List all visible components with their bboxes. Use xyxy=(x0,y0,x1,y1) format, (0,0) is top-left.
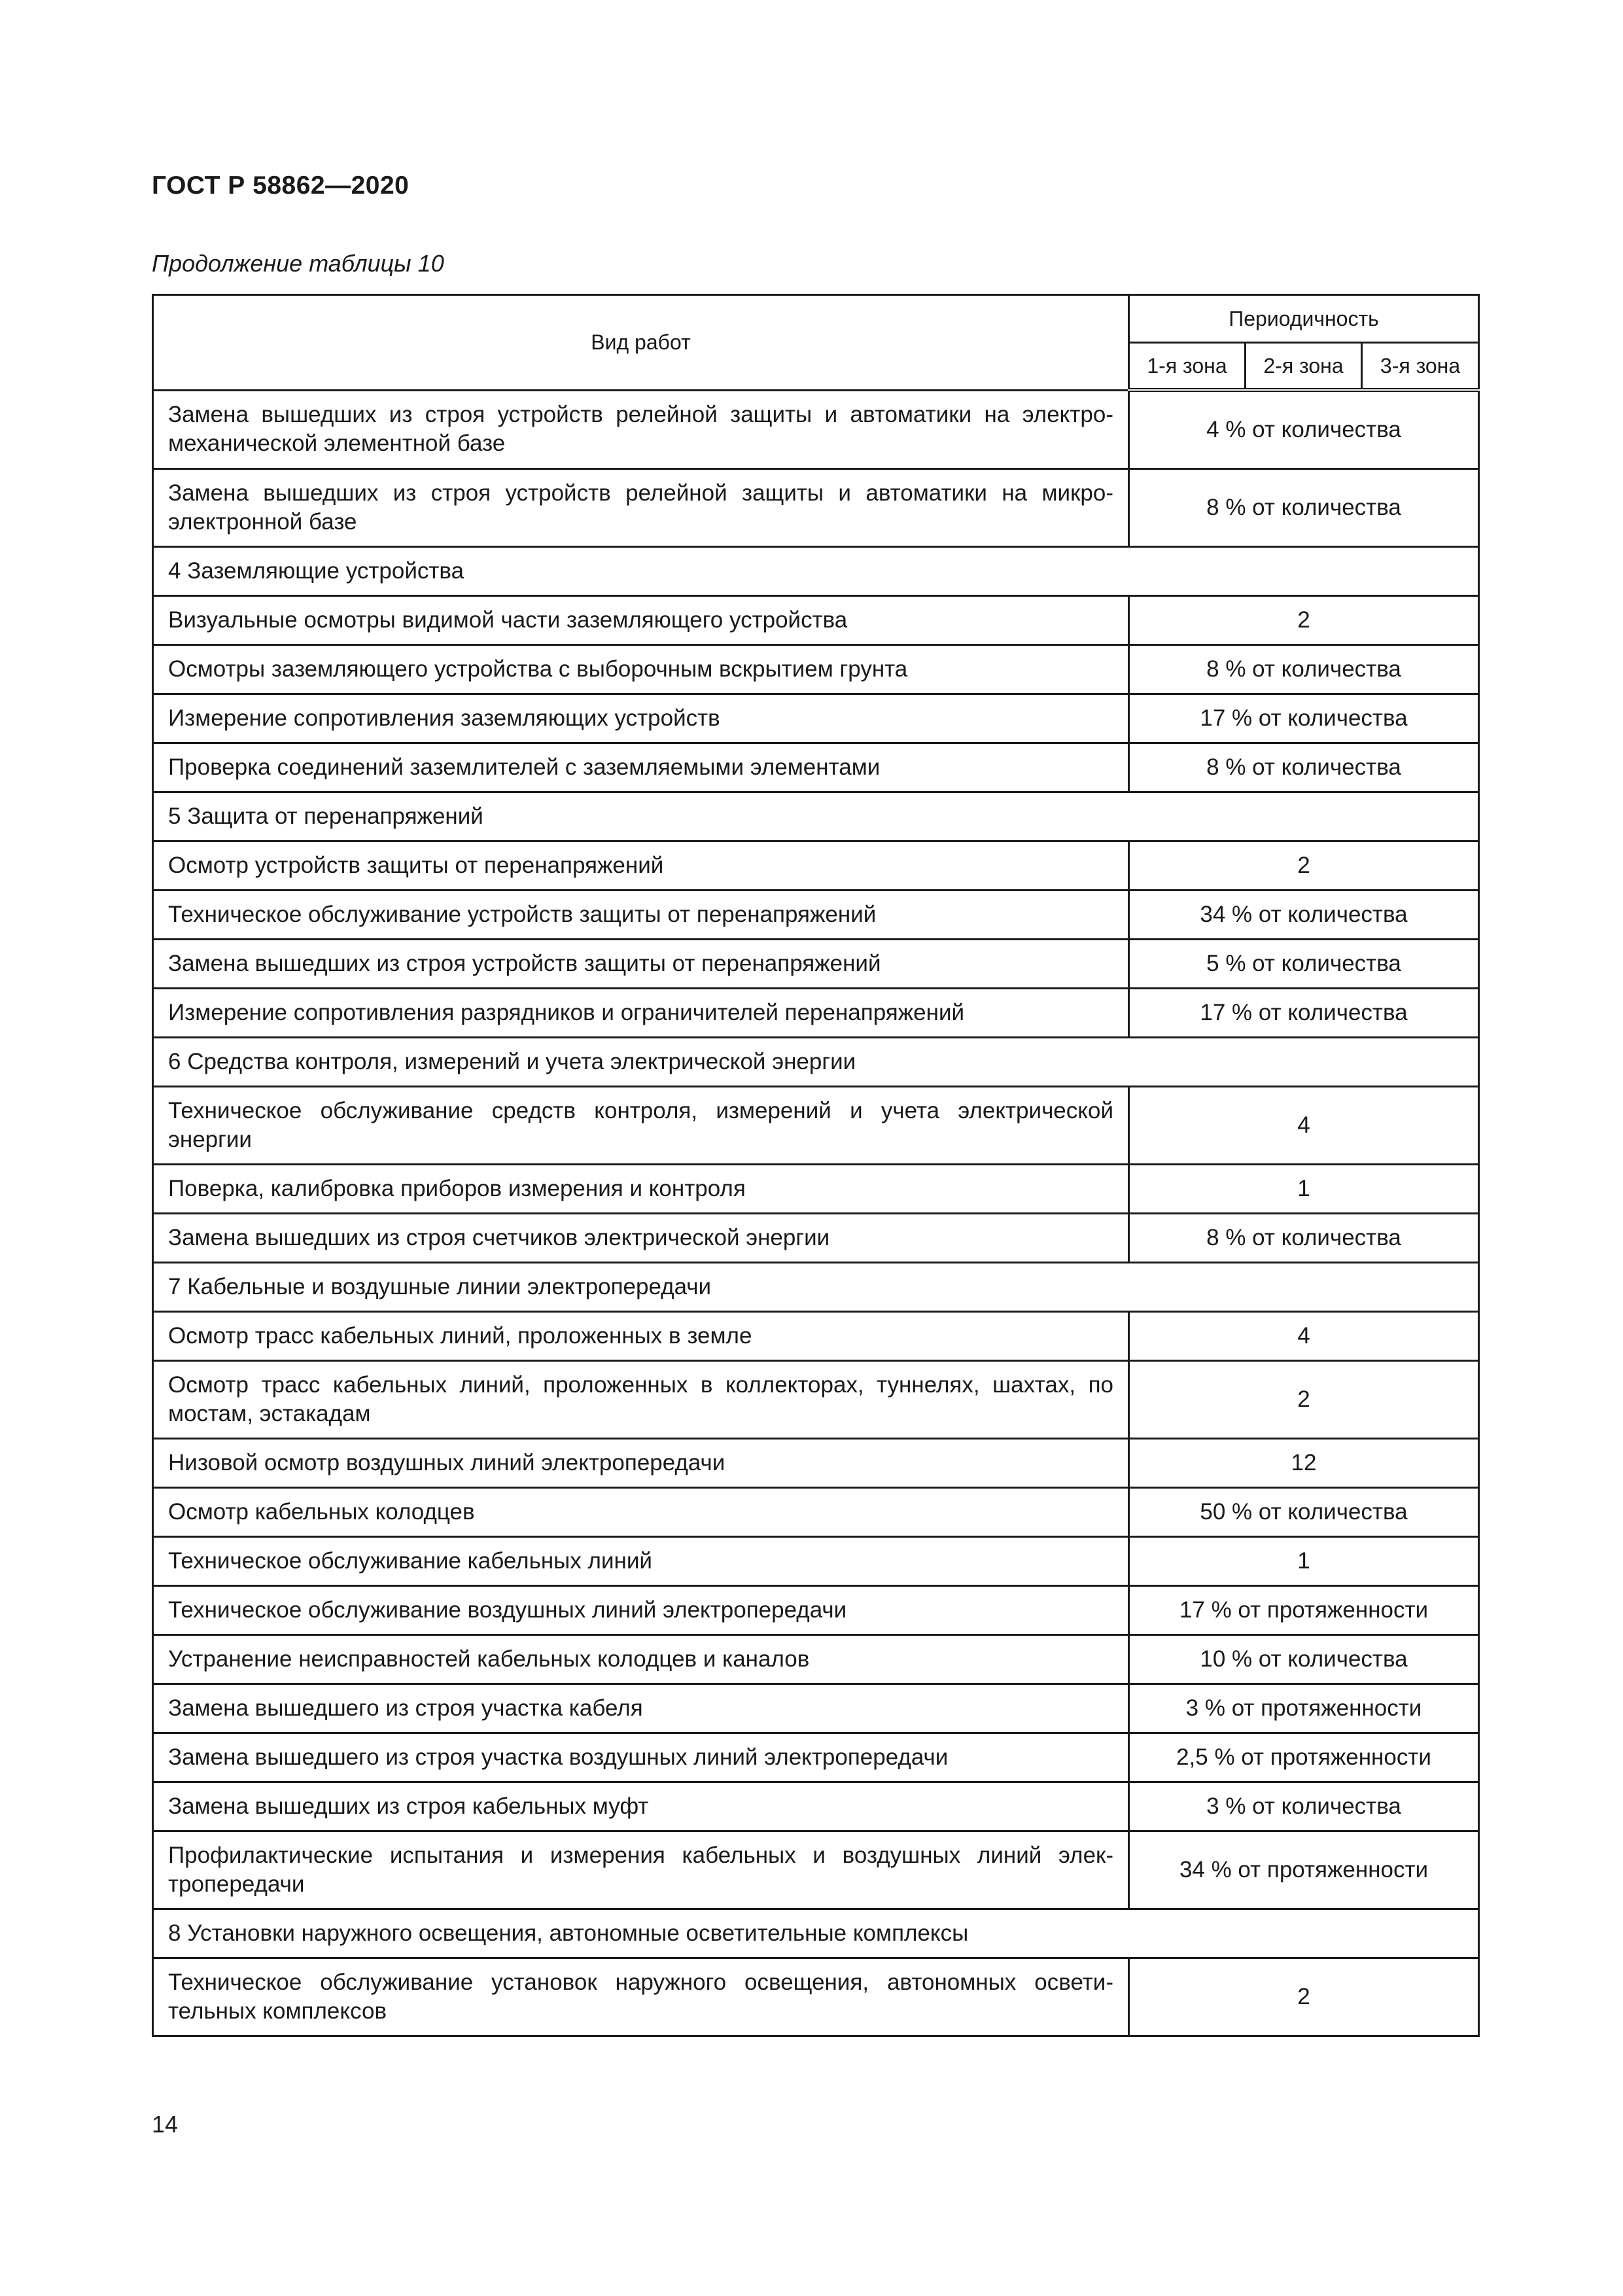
work-type-cell: Замена вышедших из строя устройств защиты от перенапряжений xyxy=(153,940,1129,989)
document-header: ГОСТ Р 58862—2020 xyxy=(152,171,410,200)
section-row xyxy=(153,1038,1479,1087)
table-row xyxy=(153,1635,1479,1684)
periodicity-cell: 4 % от количества xyxy=(1129,390,1479,469)
section-row xyxy=(153,1263,1479,1312)
section-title: 6 Средства контроля, измерений и учета электрической энергии xyxy=(153,1038,1479,1087)
periodicity-cell: 2 xyxy=(1129,841,1479,891)
table-row xyxy=(153,1684,1479,1733)
table-row xyxy=(153,1361,1479,1439)
table-row xyxy=(153,1087,1479,1165)
periodicity-cell: 17 % от количества xyxy=(1129,989,1479,1038)
work-type-cell: Техническое обслуживание устройств защиты от перенапряжений xyxy=(153,891,1129,940)
work-type-cell: Профилактические испытания и измерения кабельных и воздушных линий элек-тропередачи xyxy=(153,1831,1129,1909)
work-type-cell: Осмотр устройств защиты от перенапряжений xyxy=(153,841,1129,891)
section-row xyxy=(153,547,1479,596)
periodicity-cell: 34 % от количества xyxy=(1129,891,1479,940)
work-type-cell: Осмотр трасс кабельных линий, проложенных в земле xyxy=(153,1312,1129,1361)
table-row xyxy=(153,891,1479,940)
periodicity-cell: 17 % от протяженности xyxy=(1129,1586,1479,1635)
periodicity-cell: 10 % от количества xyxy=(1129,1635,1479,1684)
table-row xyxy=(153,1165,1479,1214)
work-type-cell: Техническое обслуживание воздушных линий электропередачи xyxy=(153,1586,1129,1635)
work-type-header: Вид работ xyxy=(153,295,1129,391)
periodicity-cell: 4 xyxy=(1129,1312,1479,1361)
periodicity-cell: 8 % от количества xyxy=(1129,645,1479,694)
table-header xyxy=(153,295,1479,391)
work-type-cell: Техническое обслуживание средств контроля, измерений и учета электрической энергии xyxy=(153,1087,1129,1165)
table-row xyxy=(153,1733,1479,1782)
table-row xyxy=(153,743,1479,792)
work-type-cell: Измерение сопротивления разрядников и ограничителей перенапряжений xyxy=(153,989,1129,1038)
section-title: 4 Заземляющие устройства xyxy=(153,547,1479,596)
section-title: 5 Защита от перенапряжений xyxy=(153,792,1479,841)
periodicity-cell: 17 % от количества xyxy=(1129,694,1479,743)
section-title: 8 Установки наружного освещения, автономные осветительные комплексы xyxy=(153,1909,1479,1958)
periodicity-cell: 5 % от количества xyxy=(1129,940,1479,989)
periodicity-cell: 2,5 % от протяженности xyxy=(1129,1733,1479,1782)
table-row xyxy=(153,390,1479,469)
zone-2-header: 2-я зона xyxy=(1246,343,1362,391)
zone-1-header: 1-я зона xyxy=(1129,343,1246,391)
work-type-cell: Низовой осмотр воздушных линий электропередачи xyxy=(153,1439,1129,1488)
work-type-cell: Осмотры заземляющего устройства с выборочным вскрытием грунта xyxy=(153,645,1129,694)
table-row xyxy=(153,940,1479,989)
work-type-cell: Осмотр кабельных колодцев xyxy=(153,1488,1129,1537)
work-type-cell: Замена вышедших из строя устройств релейной защиты и автоматики на микро-электронной базе xyxy=(153,469,1129,547)
table-row xyxy=(153,989,1479,1038)
work-type-cell: Устранение неисправностей кабельных колодцев и каналов xyxy=(153,1635,1129,1684)
table-row xyxy=(153,1782,1479,1831)
section-row xyxy=(153,1909,1479,1958)
work-type-cell: Замена вышедшего из строя участка кабеля xyxy=(153,1684,1129,1733)
work-type-cell: Визуальные осмотры видимой части заземляющего устройства xyxy=(153,596,1129,645)
work-type-cell: Проверка соединений заземлителей с заземляемыми элементами xyxy=(153,743,1129,792)
table-row xyxy=(153,1831,1479,1909)
table-row xyxy=(153,469,1479,547)
table-row xyxy=(153,1537,1479,1586)
table-row xyxy=(153,1439,1479,1488)
work-type-cell: Замена вышедшего из строя участка воздушных линий электропередачи xyxy=(153,1733,1129,1782)
table-row xyxy=(153,1214,1479,1263)
periodicity-cell: 2 xyxy=(1129,1361,1479,1439)
periodicity-cell: 12 xyxy=(1129,1439,1479,1488)
work-type-cell: Осмотр трасс кабельных линий, проложенных в коллекторах, туннелях, шахтах, по мостам, эстакадам xyxy=(153,1361,1129,1439)
periodicity-cell: 8 % от количества xyxy=(1129,469,1479,547)
periodicity-cell: 3 % от количества xyxy=(1129,1782,1479,1831)
periodicity-cell: 1 xyxy=(1129,1165,1479,1214)
maintenance-table xyxy=(152,294,1480,2037)
periodicity-header: Периодичность xyxy=(1129,295,1479,343)
work-type-cell: Измерение сопротивления заземляющих устройств xyxy=(153,694,1129,743)
section-row xyxy=(153,792,1479,841)
periodicity-cell: 8 % от количества xyxy=(1129,743,1479,792)
work-type-cell: Замена вышедших из строя счетчиков электрической энергии xyxy=(153,1214,1129,1263)
periodicity-cell: 2 xyxy=(1129,1958,1479,2036)
page-number: 14 xyxy=(152,2111,179,2138)
periodicity-cell: 50 % от количества xyxy=(1129,1488,1479,1537)
table-caption: Продолжение таблицы 10 xyxy=(152,250,444,277)
periodicity-cell: 34 % от протяженности xyxy=(1129,1831,1479,1909)
table-row xyxy=(153,645,1479,694)
periodicity-cell: 4 xyxy=(1129,1087,1479,1165)
table-row xyxy=(153,1488,1479,1537)
table-row xyxy=(153,841,1479,891)
zone-3-header: 3-я зона xyxy=(1362,343,1479,391)
table-row xyxy=(153,1312,1479,1361)
periodicity-cell: 3 % от протяженности xyxy=(1129,1684,1479,1733)
section-title: 7 Кабельные и воздушные линии электропередачи xyxy=(153,1263,1479,1312)
table-row xyxy=(153,1958,1479,2036)
work-type-cell: Замена вышедших из строя кабельных муфт xyxy=(153,1782,1129,1831)
periodicity-cell: 2 xyxy=(1129,596,1479,645)
work-type-cell: Поверка, калибровка приборов измерения и контроля xyxy=(153,1165,1129,1214)
work-type-cell: Техническое обслуживание кабельных линий xyxy=(153,1537,1129,1586)
table-row xyxy=(153,1586,1479,1635)
table-row xyxy=(153,596,1479,645)
periodicity-cell: 8 % от количества xyxy=(1129,1214,1479,1263)
work-type-cell: Техническое обслуживание установок наружного освещения, автономных освети-тельных комплексов xyxy=(153,1958,1129,2036)
table-row xyxy=(153,694,1479,743)
table-body xyxy=(153,390,1479,2036)
work-type-cell: Замена вышедших из строя устройств релейной защиты и автоматики на электро-механической элементной базе xyxy=(153,390,1129,469)
periodicity-cell: 1 xyxy=(1129,1537,1479,1586)
